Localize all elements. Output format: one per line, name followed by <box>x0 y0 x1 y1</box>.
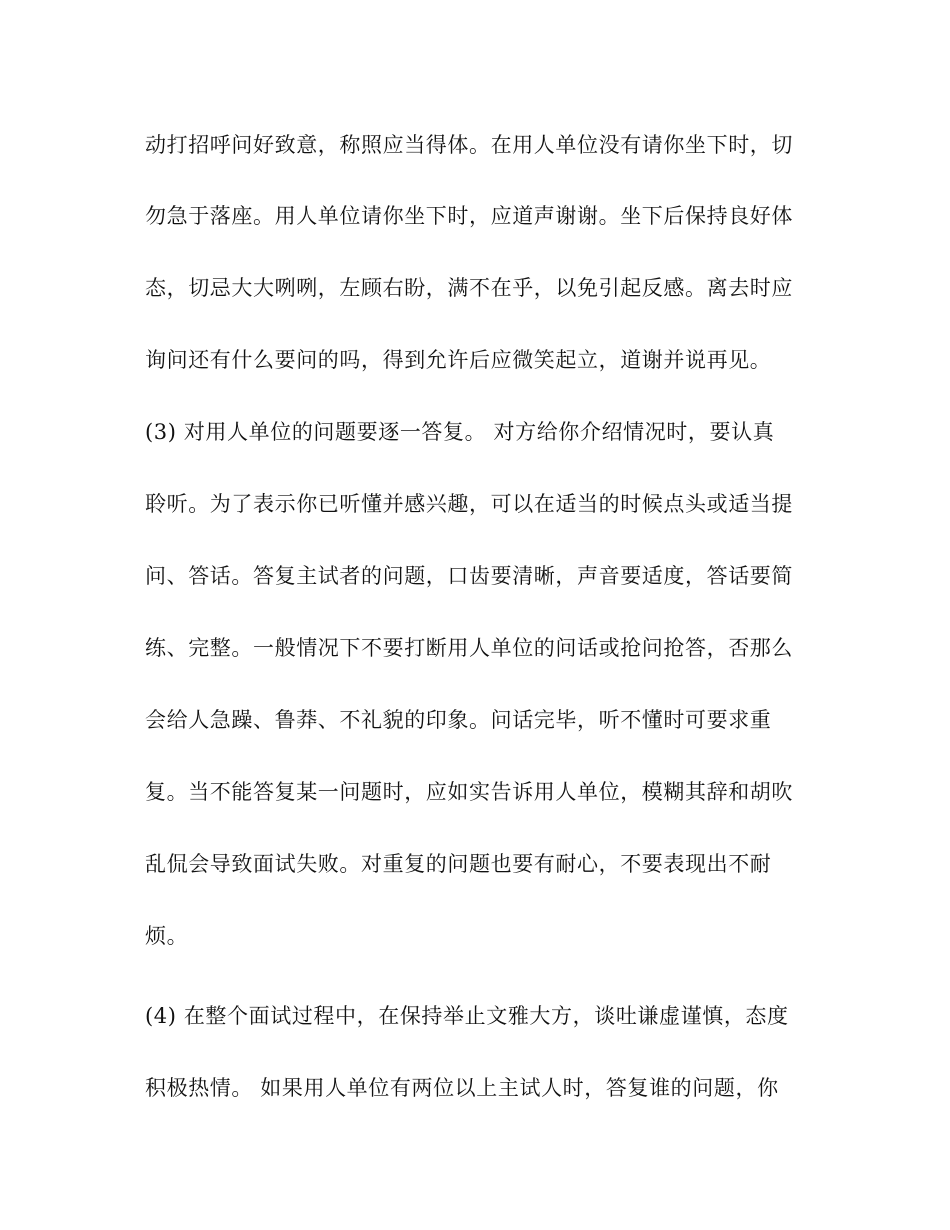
text-line: 问、答话。答复主试者的问题，口齿要清晰，声音要适度，答话要简 <box>145 564 793 588</box>
text-line: 勿急于落座。用人单位请你坐下时，应道声谢谢。坐下后保持良好体 <box>145 204 793 228</box>
text-line: 询问还有什么要问的吗，得到允许后应微笑起立，道谢并说再见。 <box>145 348 772 372</box>
list-item-4-heading: (4) 在整个面试过程中，在保持举止文雅大方，谈吐谦虚谨慎，态度 <box>145 1004 789 1028</box>
list-item-3-heading: (3) 对用人单位的问题要逐一答复。 对方给你介绍情况时，要认真 <box>145 420 775 444</box>
text-line: 聆听。为了表示你已听懂并感兴趣，可以在适当的时候点头或适当提 <box>145 492 793 516</box>
text-line: 乱侃会导致面试失败。对重复的问题也要有耐心，不要表现出不耐 <box>145 852 772 876</box>
text-line: 动打招呼问好致意，称照应当得体。在用人单位没有请你坐下时，切 <box>145 133 793 157</box>
text-line: 练、完整。一般情况下不要打断用人单位的问话或抢问抢答，否那么 <box>145 636 793 660</box>
text-line: 态，切忌大大咧咧，左顾右盼，满不在乎，以免引起反感。离去时应 <box>145 276 793 300</box>
text-line: 会给人急躁、鲁莽、不礼貌的印象。问话完毕，听不懂时可要求重 <box>145 708 772 732</box>
text-line: 复。当不能答复某一问题时，应如实告诉用人单位，模糊其辞和胡吹 <box>145 780 793 804</box>
text-line: 烦。 <box>145 924 189 948</box>
text-line: 积极热情。 如果用人单位有两位以上主试人时，答复谁的问题，你 <box>145 1076 779 1100</box>
